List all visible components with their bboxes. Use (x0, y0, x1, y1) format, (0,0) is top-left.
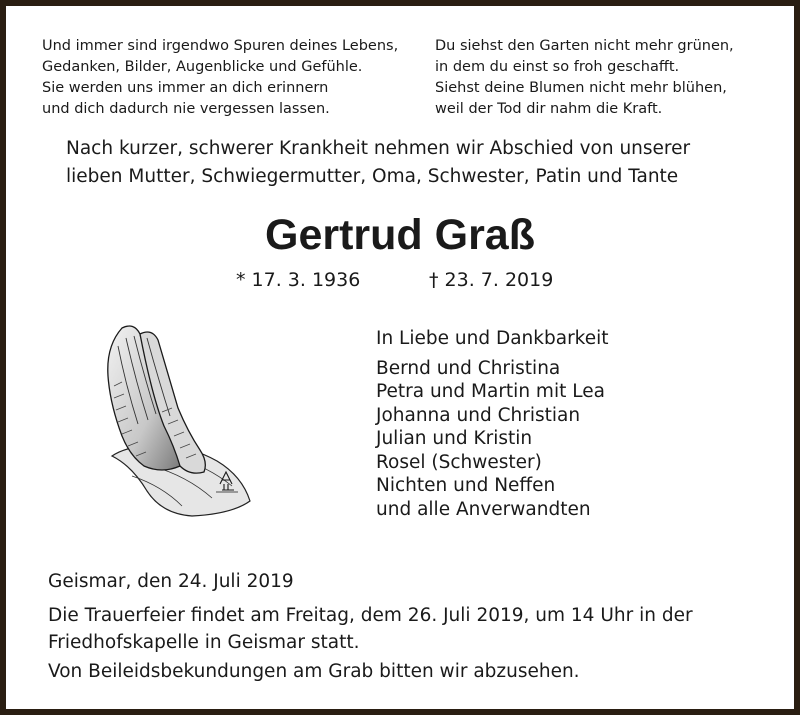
mourners-block (376, 327, 609, 521)
place-and-date: Geismar, den 24. Juli 2019 (48, 571, 294, 592)
mourner-name: Petra und Martin mit Lea (376, 381, 605, 402)
service-line: Die Trauerfeier findet am Freitag, dem 26. Juli 2019, um 14 Uhr in der (48, 605, 693, 626)
poem-line: Sie werden uns immer an dich erinnern (42, 80, 329, 96)
deceased-name: Gertrud Graß (265, 211, 535, 259)
poem-right (435, 36, 734, 120)
poem-line: in dem du einst so froh geschafft. (435, 59, 680, 75)
poem-line: Du siehst den Garten nicht mehr grünen, (435, 38, 734, 54)
poem-line: weil der Tod dir nahm die Kraft. (435, 101, 663, 117)
poem-line: Siehst deine Blumen nicht mehr blühen, (435, 80, 727, 96)
mourner-name: Johanna und Christian (376, 404, 581, 426)
poem-line: und dich dadurch nie vergessen lassen. (42, 101, 330, 117)
mourners-heading: In Liebe und Dankbarkeit (376, 328, 609, 349)
intro-line: Nach kurzer, schwerer Krankheit nehmen wir Abschied von unserer (66, 138, 691, 159)
condolence-note: Von Beileidsbekundungen am Grab bitten wir abzusehen. (48, 661, 580, 682)
intro-text (66, 135, 690, 191)
mourner-name: und alle Anverwandten (376, 498, 591, 520)
service-line: Friedhofskapelle in Geismar statt. (48, 632, 360, 653)
service-info (48, 602, 693, 656)
poem-line: Und immer sind irgendwo Spuren deines Lebens, (42, 38, 399, 54)
death-date: † 23. 7. 2019 (429, 269, 554, 291)
praying-hands-icon (92, 316, 252, 521)
poem-line: Gedanken, Bilder, Augenblicke und Gefühle. (42, 59, 363, 75)
mourner-name: Rosel (Schwester) (376, 451, 542, 473)
intro-line: lieben Mutter, Schwiegermutter, Oma, Schwester, Patin und Tante (66, 166, 679, 187)
poem-left (42, 36, 398, 120)
birth-date: * 17. 3. 1936 (236, 269, 361, 291)
mourner-name: Bernd und Christina (376, 357, 561, 379)
mourner-name: Julian und Kristin (376, 428, 533, 449)
mourner-name: Nichten und Neffen (376, 475, 556, 496)
